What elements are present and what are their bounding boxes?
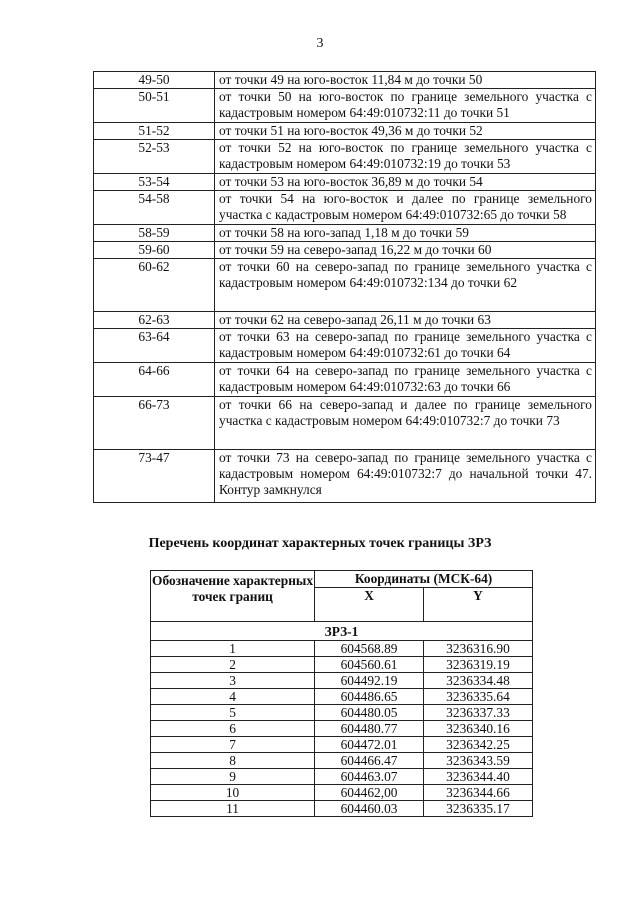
route-description-table bbox=[93, 71, 596, 503]
description-cell: от точки 58 на юго-запад 1,18 м до точки 59 bbox=[215, 225, 596, 242]
table-row bbox=[94, 123, 596, 140]
segment-cell: 54-58 bbox=[94, 191, 215, 225]
segment-cell: 59-60 bbox=[94, 242, 215, 259]
description-cell: от точки 66 на северо-запад и далее по границе земельного участка с кадастровым номером 64:49:010732:7 до точки 73 bbox=[215, 397, 596, 450]
coord-y: 3236344.40 bbox=[423, 769, 532, 785]
coord-y: 3236340.16 bbox=[423, 721, 532, 737]
description-cell: от точки 49 на юго-восток 11,84 м до точки 50 bbox=[215, 72, 596, 89]
coord-x: 604568.89 bbox=[315, 641, 424, 657]
coord-y: 3236334.48 bbox=[423, 673, 532, 689]
table-row bbox=[94, 259, 596, 312]
coord-x: 604463.07 bbox=[315, 769, 424, 785]
segment-cell: 62-63 bbox=[94, 312, 215, 329]
description-cell: от точки 62 на северо-запад 26,11 м до точки 63 bbox=[215, 312, 596, 329]
header-coordinates: Координаты (МСК-64) bbox=[315, 571, 533, 588]
coord-x: 604480.77 bbox=[315, 721, 424, 737]
description-cell: от точки 63 на северо-запад по границе земельного участка с кадастровым номером 64:49:010732:61 до точки 64 bbox=[215, 329, 596, 363]
description-cell: от точки 60 на северо-запад по границе земельного участка с кадастровым номером 64:49:010732:134 до точки 62 bbox=[215, 259, 596, 312]
coord-x: 604460.03 bbox=[315, 801, 424, 817]
point-number: 2 bbox=[151, 657, 315, 673]
coord-y: 3236342.25 bbox=[423, 737, 532, 753]
segment-cell: 64-66 bbox=[94, 363, 215, 397]
point-number: 6 bbox=[151, 721, 315, 737]
segment-cell: 51-52 bbox=[94, 123, 215, 140]
table-row bbox=[94, 225, 596, 242]
table-row bbox=[151, 785, 533, 801]
table-row bbox=[151, 673, 533, 689]
point-number: 8 bbox=[151, 753, 315, 769]
description-cell: от точки 53 на юго-восток 36,89 м до точки 54 bbox=[215, 174, 596, 191]
segment-cell: 63-64 bbox=[94, 329, 215, 363]
page-number: 3 bbox=[316, 36, 324, 51]
point-number: 1 bbox=[151, 641, 315, 657]
coord-y: 3236316.90 bbox=[423, 641, 532, 657]
coord-y: 3236335.64 bbox=[423, 689, 532, 705]
table-row bbox=[151, 721, 533, 737]
header-y: Y bbox=[423, 588, 532, 622]
segment-cell: 73-47 bbox=[94, 450, 215, 503]
table-row bbox=[94, 242, 596, 259]
coord-x: 604466.47 bbox=[315, 753, 424, 769]
coord-x: 604472.01 bbox=[315, 737, 424, 753]
description-cell: от точки 59 на северо-запад 16,22 м до точки 60 bbox=[215, 242, 596, 259]
description-cell: от точки 73 на северо-запад по границе земельного участка с кадастровым номером 64:49:010732:7 до начальной точки 47. Контур замкнулся bbox=[215, 450, 596, 503]
description-cell: от точки 51 на юго-восток 49,36 м до точки 52 bbox=[215, 123, 596, 140]
table-row bbox=[151, 705, 533, 721]
segment-cell: 50-51 bbox=[94, 89, 215, 123]
coord-x: 604486.65 bbox=[315, 689, 424, 705]
table-row bbox=[151, 737, 533, 753]
section-label: ЗРЗ-1 bbox=[151, 622, 533, 641]
point-number: 4 bbox=[151, 689, 315, 705]
coord-x: 604480.05 bbox=[315, 705, 424, 721]
coord-y: 3236343.59 bbox=[423, 753, 532, 769]
description-cell: от точки 52 на юго-восток по границе земельного участка с кадастровым номером 64:49:010732:19 до точки 53 bbox=[215, 140, 596, 174]
section-row bbox=[151, 622, 533, 641]
segment-cell: 53-54 bbox=[94, 174, 215, 191]
table-row bbox=[94, 397, 596, 450]
point-number: 10 bbox=[151, 785, 315, 801]
table-row bbox=[94, 363, 596, 397]
table-row bbox=[151, 769, 533, 785]
segment-cell: 52-53 bbox=[94, 140, 215, 174]
segment-cell: 58-59 bbox=[94, 225, 215, 242]
table-row bbox=[94, 312, 596, 329]
table-row bbox=[94, 191, 596, 225]
segment-cell: 49-50 bbox=[94, 72, 215, 89]
point-number: 9 bbox=[151, 769, 315, 785]
point-number: 5 bbox=[151, 705, 315, 721]
table-row bbox=[151, 689, 533, 705]
table-row bbox=[94, 72, 596, 89]
header-row bbox=[151, 571, 533, 588]
segment-cell: 66-73 bbox=[94, 397, 215, 450]
coord-y: 3236337.33 bbox=[423, 705, 532, 721]
table-row bbox=[94, 140, 596, 174]
coord-x: 604560.61 bbox=[315, 657, 424, 673]
table-row bbox=[151, 801, 533, 817]
coord-y: 3236319.19 bbox=[423, 657, 532, 673]
point-number: 3 bbox=[151, 673, 315, 689]
table-row bbox=[94, 174, 596, 191]
header-x: X bbox=[315, 588, 424, 622]
point-number: 7 bbox=[151, 737, 315, 753]
table-row bbox=[151, 753, 533, 769]
table-row bbox=[94, 329, 596, 363]
description-cell: от точки 50 на юго-восток по границе земельного участка с кадастровым номером 64:49:010732:11 до точки 51 bbox=[215, 89, 596, 123]
segment-cell: 60-62 bbox=[94, 259, 215, 312]
description-cell: от точки 54 на юго-восток и далее по границе земельного участка с кадастровым номером 64:49:010732:65 до точки 58 bbox=[215, 191, 596, 225]
coord-x: 604462,00 bbox=[315, 785, 424, 801]
coord-x: 604492.19 bbox=[315, 673, 424, 689]
coord-y: 3236344.66 bbox=[423, 785, 532, 801]
point-number: 11 bbox=[151, 801, 315, 817]
description-cell: от точки 64 на северо-запад по границе земельного участка с кадастровым номером 64:49:010732:63 до точки 66 bbox=[215, 363, 596, 397]
table-row bbox=[151, 641, 533, 657]
coordinates-table bbox=[150, 570, 533, 817]
header-point-name: Обозначение характерных точек границ bbox=[151, 571, 315, 622]
table-row bbox=[94, 89, 596, 123]
table-row bbox=[94, 450, 596, 503]
table-row bbox=[151, 657, 533, 673]
coordinates-heading: Перечень координат характерных точек границы ЗРЗ bbox=[148, 536, 492, 551]
coord-y: 3236335.17 bbox=[423, 801, 532, 817]
